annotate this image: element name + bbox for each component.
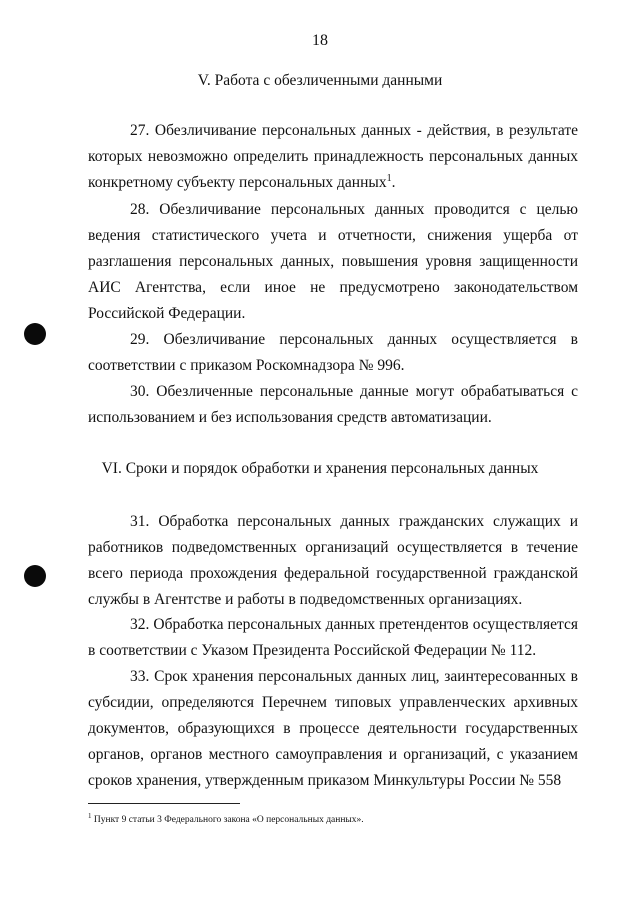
paragraph-32: 32. Обработка персональных данных претендентов осуществляется в соответствии с Указом Президента Российской Федерации № 112. [88, 616, 578, 659]
paragraph-29: 29. Обезличивание персональных данных осуществляется в соответствии с приказом Роскомнадзора № 996. [88, 331, 578, 374]
paragraph-28: 28. Обезличивание персональных данных проводится с целью ведения статистического учета и отчетности, снижения ущерба от разглашения персональных данных, повышения уровня защищенности АИС Агентства, если иное не предусмотрено законодательством Российской Федерации. [88, 201, 578, 322]
paragraph-33: 33. Срок хранения персональных данных лиц, заинтересованных в субсидии, определяются Перечнем типовых управленческих архивных документов, образующихся в процессе деятельности государственных органов, органов местного самоуправления и организаций, с указанием сроков хранения, утвержденным приказом Минкультуры России № 558 [88, 668, 578, 789]
footnote-rule [88, 803, 240, 804]
paragraph-27-end: . [391, 174, 396, 191]
punch-hole-bottom [24, 565, 46, 587]
punch-hole-top [24, 323, 46, 345]
footnote-reference: 1 [386, 172, 392, 184]
footnote-marker: 1 [88, 812, 92, 820]
paragraph-27 [88, 118, 578, 196]
paragraph-27-text: 27. Обезличивание персональных данных - действия, в результате которых невозможно определить принадлежность персональных данных конкретному субъекту персональных данных [88, 122, 578, 191]
section-v-heading: V. Работа с обезличенными данными [197, 72, 443, 89]
page-number: 18 [312, 32, 328, 49]
footnote [88, 810, 588, 826]
footnote-text: Пункт 9 статьи 3 Федерального закона «О персональных данных». [91, 815, 364, 826]
section-vi-heading: VI. Сроки и порядок обработки и хранения персональных данных [101, 460, 539, 477]
paragraph-31: 31. Обработка персональных данных гражданских служащих и работников подведомственных организаций осуществляется в течение всего периода прохождения федеральной государственной гражданской службы в Агентстве и работы в подведомственных организациях. [88, 513, 578, 608]
paragraph-30: 30. Обезличенные персональные данные могут обрабатываться с использованием и без использования средств автоматизации. [88, 383, 578, 426]
